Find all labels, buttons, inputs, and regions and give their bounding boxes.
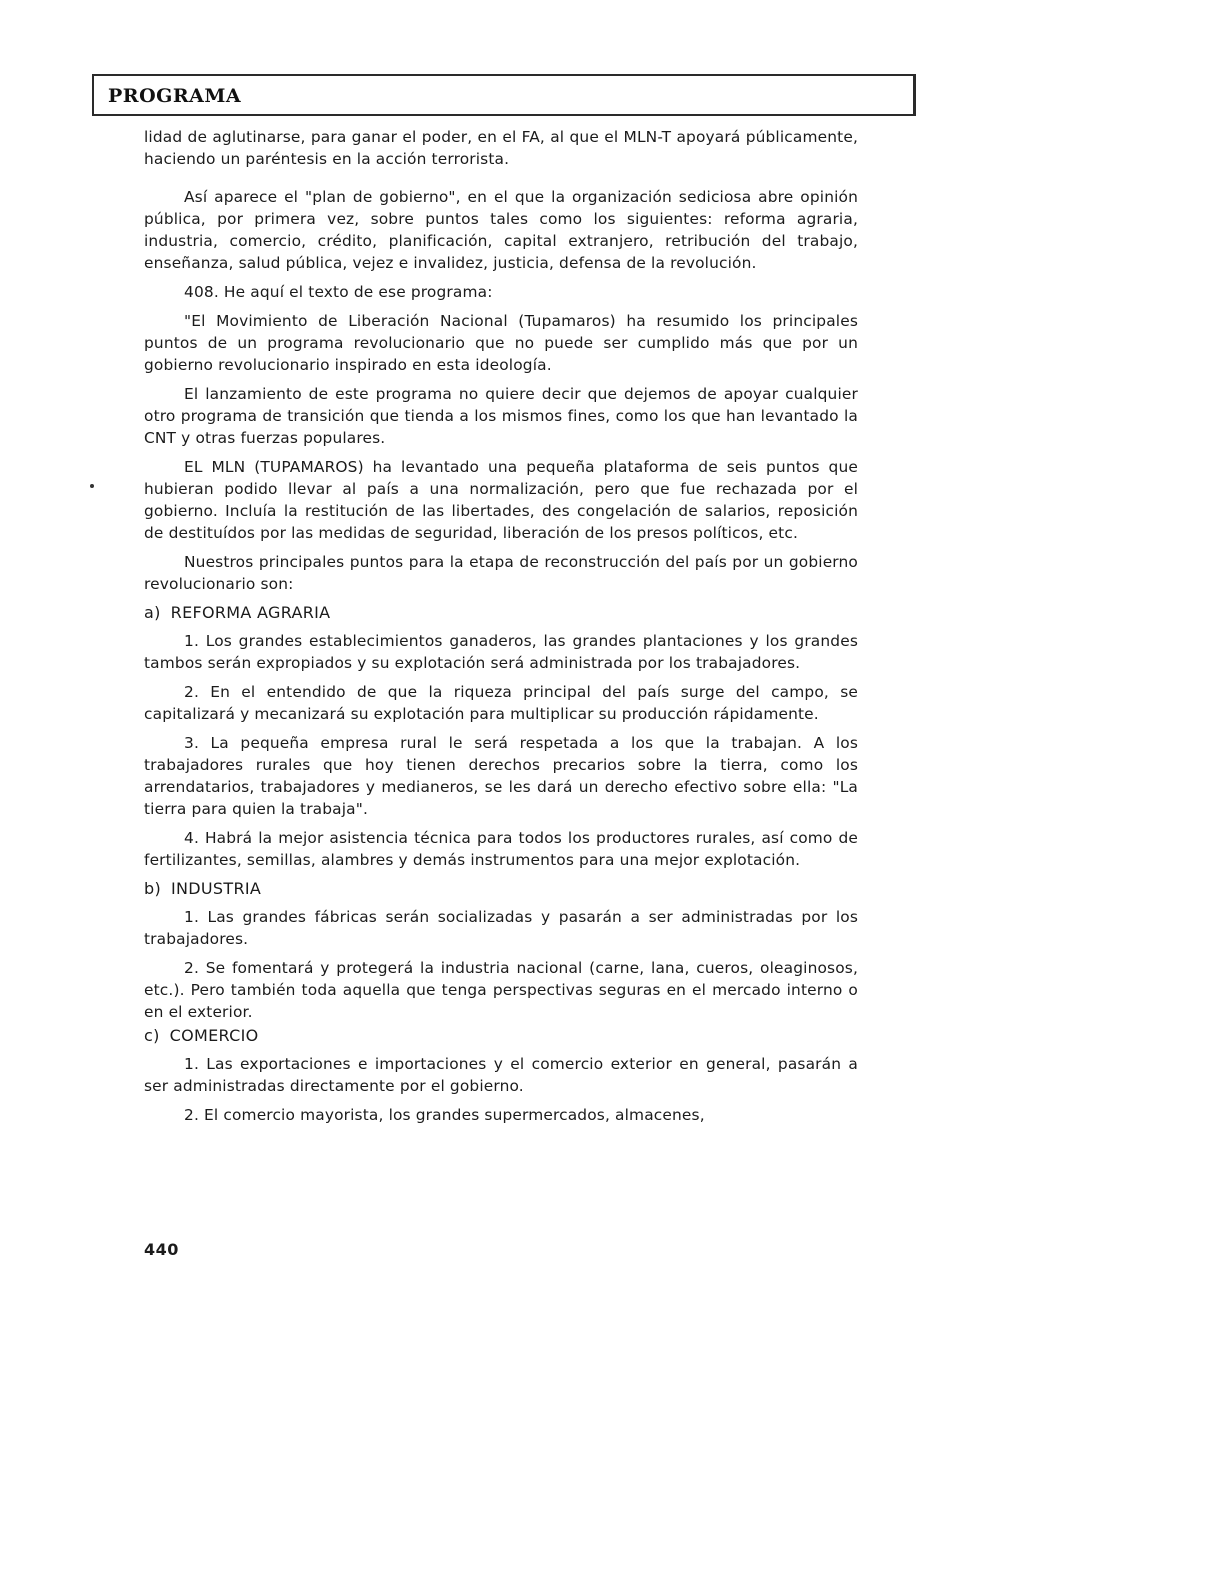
paragraph: lidad de aglutinarse, para ganar el poder, en el FA, al que el MLN-T apoyará públicamente, haciendo un paréntesis en la acción terrorista. bbox=[144, 128, 858, 168]
section-title: COMERCIO bbox=[169, 1026, 259, 1045]
section-title: REFORMA AGRARIA bbox=[170, 603, 331, 622]
running-header-title: PROGRAMA bbox=[108, 85, 242, 107]
paragraph: "El Movimiento de Liberación Nacional (Tupamaros) ha resumido los principales puntos de un programa revolucionario que no puede ser cumplido más que por un gobierno revolucionario inspirado en esta ideología. bbox=[144, 312, 858, 374]
paragraph: Nuestros principales puntos para la etapa de reconstrucción del país por un gobierno revolucionario son: bbox=[144, 553, 858, 593]
section-heading-comercio bbox=[144, 1025, 858, 1047]
list-item: 2. En el entendido de que la riqueza principal del país surge del campo, se capitalizará y mecanizará su explotación para multiplicar su producción rápidamente. bbox=[144, 683, 858, 723]
section-letter: a) bbox=[144, 603, 161, 622]
list-item: 2. Se fomentará y protegerá la industria nacional (carne, lana, cueros, oleaginosos, etc.). Pero también toda aquella que tenga perspectivas seguras en el mercado interno o en el exterior. bbox=[144, 959, 858, 1021]
section-title: INDUSTRIA bbox=[171, 879, 262, 898]
paragraph: 408. He aquí el texto de ese programa: bbox=[184, 283, 493, 301]
page-number: 440 bbox=[144, 1240, 179, 1259]
section-letter: c) bbox=[144, 1026, 160, 1045]
running-header bbox=[92, 74, 916, 116]
list-item: 1. Los grandes establecimientos ganaderos, las grandes plantaciones y los grandes tambos serán expropiados y su explotación será administrada por los trabajadores. bbox=[144, 632, 858, 672]
list-item: 1. Las grandes fábricas serán socializadas y pasarán a ser administradas por los trabajadores. bbox=[144, 908, 858, 948]
paragraph: EL MLN (TUPAMAROS) ha levantado una pequeña plataforma de seis puntos que hubieran podido llevar al país a una normalización, pero que fue rechazada por el gobierno. Incluía la restitución de las libertades, des congelación de salarios, reposición de destituídos por las medidas de seguridad, liberación de los presos políticos, etc. bbox=[144, 458, 858, 542]
list-item: 1. Las exportaciones e importaciones y el comercio exterior en general, pasarán a ser administradas directamente por el gobierno. bbox=[144, 1055, 858, 1095]
list-item: 4. Habrá la mejor asistencia técnica para todos los productores rurales, así como de fertilizantes, semillas, alambres y demás instrumentos para una mejor explotación. bbox=[144, 829, 858, 869]
section-heading-reforma-agraria bbox=[144, 602, 858, 624]
list-item: 2. El comercio mayorista, los grandes supermercados, almacenes, bbox=[184, 1106, 705, 1124]
paragraph: Así aparece el "plan de gobierno", en el que la organización sediciosa abre opinión pública, por primera vez, sobre puntos tales como los siguientes: reforma agraria, industria, comercio, crédito, planificación, capital extranjero, retribución del trabajo, enseñanza, salud pública, vejez e invalidez, justicia, defensa de la revolución. bbox=[144, 188, 858, 272]
section-letter: b) bbox=[144, 879, 161, 898]
margin-mark bbox=[90, 484, 94, 488]
paragraph: El lanzamiento de este programa no quiere decir que dejemos de apoyar cualquier otro programa de transición que tienda a los mismos fines, como los que han levantado la CNT y otras fuerzas populares. bbox=[144, 385, 858, 447]
list-item: 3. La pequeña empresa rural le será respetada a los que la trabajan. A los trabajadores rurales que hoy tienen derechos precarios sobre la tierra, como los arrendatarios, trabajadores y medianeros, se les dará un derecho efectivo sobre ella: "La tierra para quien la trabaja". bbox=[144, 734, 858, 818]
page-body bbox=[144, 126, 858, 1133]
section-heading-industria bbox=[144, 878, 858, 900]
